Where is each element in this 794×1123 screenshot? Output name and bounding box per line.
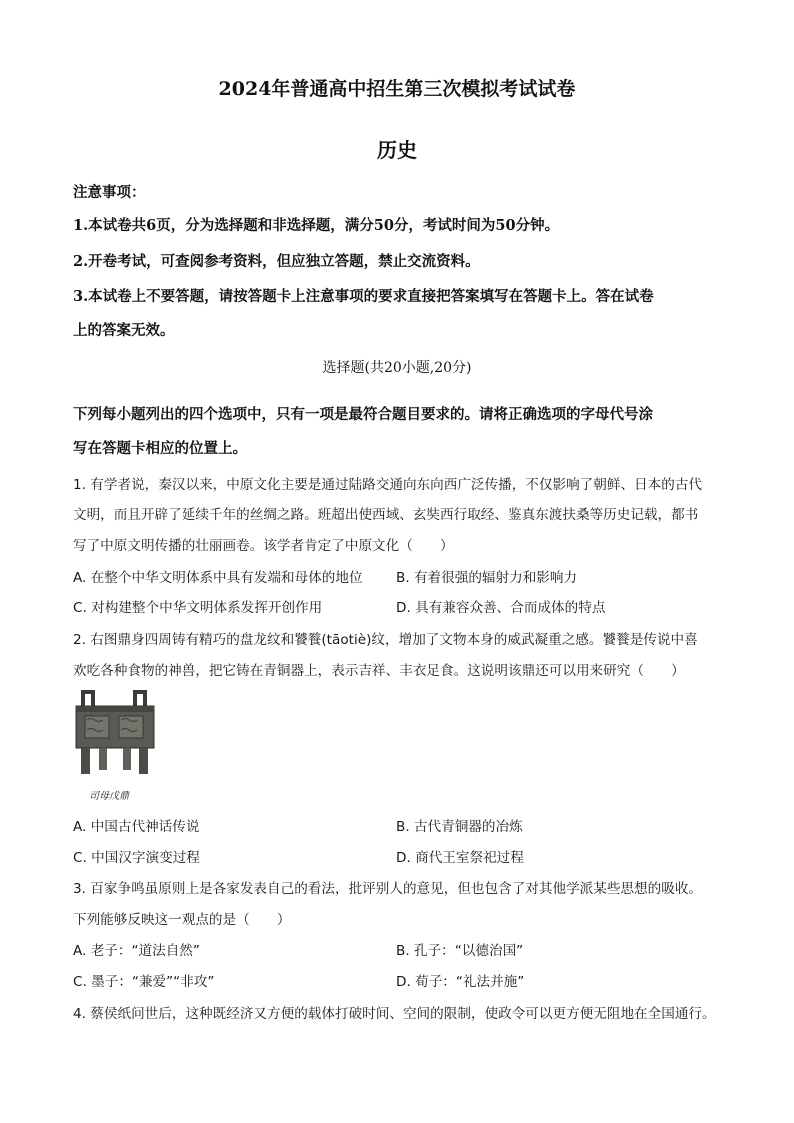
q1-option-a: A. 在整个中华文明体系中具有发端和母体的地位 xyxy=(73,570,363,586)
q1-stem-line-1: 1. 有学者说，秦汉以来，中原文化主要是通过陆路交通向东向西广泛传播，不仅影响了朝鲜、日本的古代 xyxy=(73,477,703,493)
q3-option-c: C. 墨子：“兼爱”“非攻” xyxy=(73,974,215,990)
section-instruction-cont: 写在答题卡相应的位置上。 xyxy=(73,440,247,457)
q3-stem-line-1: 3. 百家争鸣虽原则上是各家发表自己的看法，批评别人的意见，但也包含了对其他学派某些思想的吸收。 xyxy=(73,881,703,897)
q3-stem-line-2: 下列能够反映这一观点的是（ ） xyxy=(73,912,291,928)
q2-stem-line-2: 欢吃各种食物的神兽，把它铸在青铜器上，表示吉祥、丰衣足食。这说明该鼎还可以用来研究（ ） xyxy=(73,663,685,679)
q1-stem-line-3: 写了中原文明传播的壮丽画卷。该学者肯定了中原文化（ ） xyxy=(73,538,454,554)
ding-vessel-image xyxy=(73,690,157,778)
section-title: 选择题(共20小题,20分) xyxy=(322,360,472,376)
q3-option-b: B. 孔子：“以德治国” xyxy=(396,943,524,959)
notice-item-1: 1.本试卷共6页，分为选择题和非选择题，满分50分，考试时间为50分钟。 xyxy=(73,217,560,234)
q4-stem-line-1: 4. 蔡侯纸问世后，这种既经济又方便的载体打破时间、空间的限制，使政令可以更方便无阻地在全国通行。 xyxy=(73,1006,716,1022)
q2-option-c: C. 中国汉字演变过程 xyxy=(73,850,200,866)
q2-option-b: B. 古代青铜器的冶炼 xyxy=(396,819,523,835)
q2-stem-line-1: 2. 右图鼎身四周铸有精巧的盘龙纹和饕餮(tāotiè)纹，增加了文物本身的威武凝重之感。饕餮是传说中喜 xyxy=(73,632,698,648)
exam-title: 2024年普通高中招生第三次模拟考试试卷 xyxy=(218,78,576,100)
notice-item-3-cont: 上的答案无效。 xyxy=(73,322,175,339)
q1-option-d: D. 具有兼容众善、合而成体的特点 xyxy=(396,600,606,616)
section-instruction: 下列每小题列出的四个选项中，只有一项是最符合题目要求的。请将正确选项的字母代号涂 xyxy=(73,406,653,423)
notice-item-2: 2.开卷考试，可查阅参考资料，但应独立答题，禁止交流资料。 xyxy=(73,253,480,270)
notice-heading: 注意事项： xyxy=(73,184,146,201)
image-caption: 司母戊鼎 xyxy=(89,791,129,802)
q1-option-c: C. 对构建整个中华文明体系发挥开创作用 xyxy=(73,600,323,616)
notice-item-3: 3.本试卷上不要答题，请按答题卡上注意事项的要求直接把答案填写在答题卡上。答在试卷 xyxy=(73,288,654,305)
q2-option-a: A. 中国古代神话传说 xyxy=(73,819,200,835)
q2-option-d: D. 商代王室祭祀过程 xyxy=(396,850,524,866)
q3-option-a: A. 老子：“道法自然” xyxy=(73,943,200,959)
q1-option-b: B. 有着很强的辐射力和影响力 xyxy=(396,570,578,586)
subject-title: 历史 xyxy=(377,138,417,162)
q1-stem-line-2: 文明，而且开辟了延续千年的丝绸之路。班超出使西域、玄奘西行取经、鉴真东渡扶桑等历史记载，都书 xyxy=(73,507,699,523)
q3-option-d: D. 荀子：“礼法并施” xyxy=(396,974,525,990)
